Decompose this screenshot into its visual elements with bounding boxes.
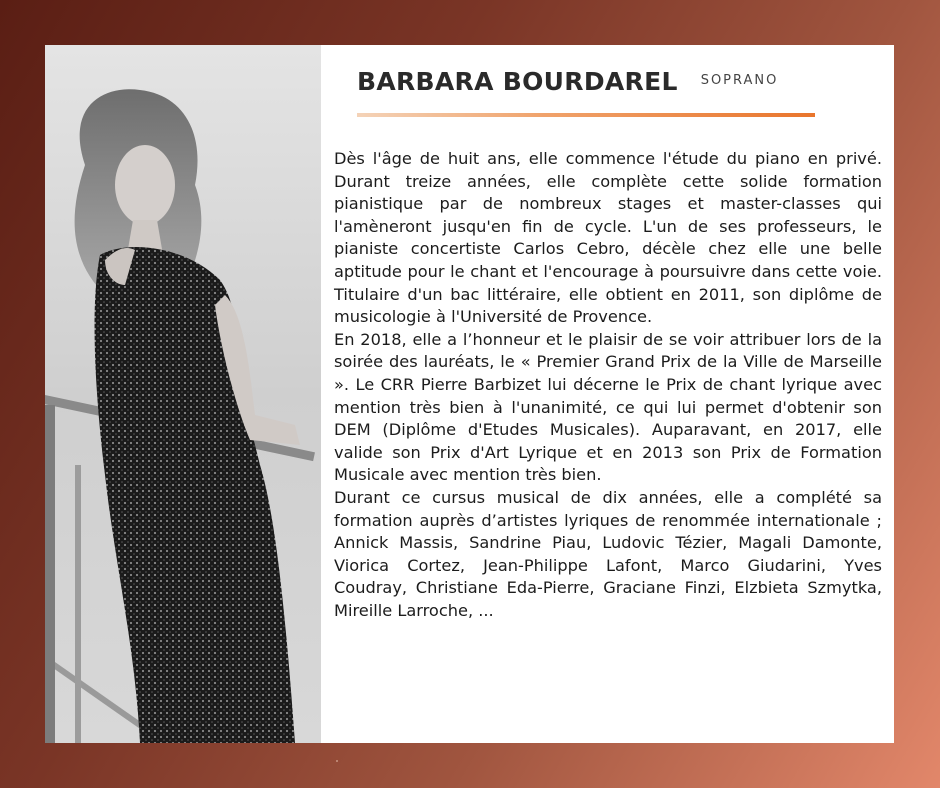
portrait-photo [45,45,321,743]
biography-text [334,148,882,622]
title-underline [357,113,815,117]
artist-name: BARBARA BOURDAREL [357,67,678,96]
decorative-dot [336,760,338,762]
title-row [357,67,778,107]
bio-card [45,45,894,743]
artist-role: SOPRANO [700,73,779,88]
bio-paragraph-1: Dès l'âge de huit ans, elle commence l'étude du piano en privé. Durant treize années, elle complète cette solide formation pianistique par de nombreux stages et master-classes qui l'amèneront jusqu'en fin de cycle. L'un de ses professeurs, le pianiste concertiste Carlos Cebro, décèle chez elle une belle aptitude pour le chant et l'encourage à poursuivre dans cette voie. Titulaire d'un bac littéraire, elle obtient en 2011, son diplôme de musicologie à l'Université de Provence. [334,149,882,327]
bio-paragraph-3: Durant ce cursus musical de dix années, elle a complété sa formation auprès d’artistes lyriques de renommée internationale ; Annick Massis, Sandrine Piau, Ludovic Tézier, Magali Damonte, Viorica Cortez, Jean-Philippe Lafont, Marco Giudarini, Yves Coudray, Christiane Eda-Pierre, Graciane Finzi, Elzbieta Szmytka, Mireille Larroche, ... [334,487,882,620]
bio-paragraph-2: En 2018, elle a l’honneur et le plaisir de se voir attribuer lors de la soirée des lauréats, le « Premier Grand Prix de la Ville de Marseille ». Le CRR Pierre Barbizet lui décerne le Prix de chant lyrique avec mention très bien à l'unanimité, ce qui lui permet d'obtenir son DEM (Diplôme d'Etudes Musicales). Auparavant, en 2017, elle valide son Prix d'Art Lyrique et en 2013 son Prix de Formation Musicale avec mention très bien. [334,329,882,485]
